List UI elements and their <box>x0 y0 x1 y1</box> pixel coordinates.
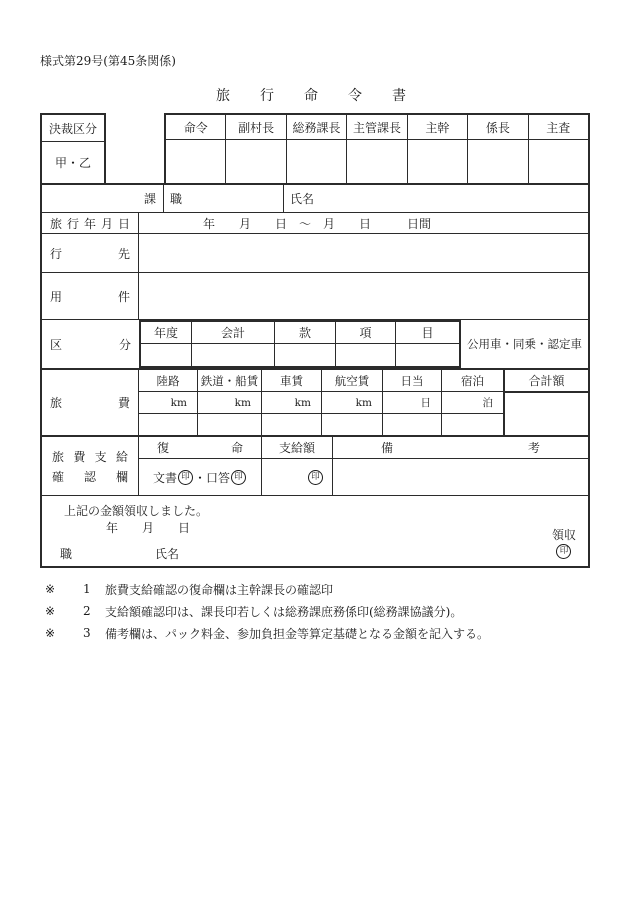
asterisk-mark: ※ <box>45 626 56 640</box>
budget-field[interactable] <box>336 344 395 366</box>
receipt-date-field[interactable]: 年 月 日 <box>106 521 191 535</box>
budget-col-nendo: 年度 <box>141 322 192 366</box>
asterisk-mark: ※ <box>45 582 56 596</box>
category-area <box>139 320 588 368</box>
expense-total-col <box>503 370 588 435</box>
page-title: 旅 行 命 令 書 <box>216 88 414 104</box>
stamp-cell[interactable] <box>347 140 407 183</box>
expense-amount-field[interactable] <box>322 414 382 435</box>
receipt-stamp-label: 領収 <box>551 528 576 542</box>
budget-table <box>139 320 461 368</box>
expense-amount-field[interactable] <box>262 414 321 435</box>
expense-col-tetsudo: 鉄道・船賃 km <box>198 370 262 435</box>
footnote-3: ※ 3 備考欄は、パック料金、参加負担金等算定基礎となる金額を記入する。 <box>45 626 490 641</box>
receipt-name-field[interactable]: 氏名 <box>155 547 180 561</box>
seal-icon: 印 <box>178 470 193 485</box>
total-label: 合計額 <box>505 370 588 393</box>
destination-label: 行 先 <box>42 234 139 272</box>
footnote-2: ※ 2 支給額確認印は、課長印若しくは総務課庶務係印(総務課協議分)。 <box>45 604 463 619</box>
identity-row <box>42 185 588 212</box>
stamp-cell[interactable] <box>468 140 528 183</box>
stamp-header-shusa: 主査 <box>546 120 571 135</box>
budget-col-moku: 目 <box>396 322 459 366</box>
position-label: 職 <box>170 192 183 206</box>
expense-unit-field[interactable]: 泊 <box>442 392 503 414</box>
expense-col-nitto: 日当 日 <box>383 370 442 435</box>
expense-col-rikuro: 陸路 km <box>139 370 198 435</box>
report-header: 復 命 <box>139 437 261 459</box>
stamp-header-shukankacho: 主管課長 <box>347 115 407 139</box>
expense-unit-field[interactable]: km <box>198 392 261 414</box>
section-label: 課 <box>143 192 156 206</box>
stamp-cell[interactable] <box>226 140 286 183</box>
confirmation-label: 旅 費 支 給 確 認 欄 <box>42 437 139 495</box>
destination-row <box>42 233 588 272</box>
remarks-header: 備 考 <box>333 437 588 459</box>
receipt-statement: 上記の金額領収しました。 <box>64 504 209 518</box>
category-row <box>42 319 588 368</box>
expenses-row <box>42 368 588 435</box>
expense-unit-field[interactable]: 日 <box>383 392 441 414</box>
expense-unit-field[interactable]: km <box>322 392 382 414</box>
form-body <box>40 183 590 568</box>
stamp-header-row <box>166 115 588 140</box>
destination-field[interactable] <box>139 234 588 272</box>
expense-amount-field[interactable] <box>198 414 261 435</box>
stamp-cell[interactable] <box>166 140 226 183</box>
seal-icon: 印 <box>556 544 571 559</box>
form-number: 様式第29号(第45条関係) <box>40 54 176 68</box>
footnote-1: ※ 1 旅費支給確認の復命欄は主幹課長の確認印 <box>45 582 334 597</box>
amount-col <box>262 437 333 495</box>
expense-col-shukuhaku: 宿泊 泊 <box>442 370 503 435</box>
seal-icon: 印 <box>231 470 246 485</box>
stamp-cell[interactable] <box>287 140 347 183</box>
expense-amount-field[interactable] <box>139 414 197 435</box>
report-method-field[interactable]: 文書 印 ・口答 印 <box>139 459 261 495</box>
decision-value[interactable]: 甲・乙 <box>54 155 91 170</box>
expense-amount-field[interactable] <box>383 414 441 435</box>
budget-field[interactable] <box>396 344 459 366</box>
stamp-header-kakaricho: 係長 <box>468 115 528 139</box>
decision-label: 決裁区分 <box>42 115 104 142</box>
budget-col-kaikei: 会計 <box>192 322 275 366</box>
section-field[interactable] <box>42 185 164 212</box>
receipt-section <box>42 495 588 566</box>
name-field[interactable] <box>284 185 588 212</box>
seal-icon: 印 <box>308 470 323 485</box>
amount-stamp-field[interactable] <box>262 459 332 495</box>
budget-col-kan: 款 <box>275 322 336 366</box>
stamp-cell[interactable] <box>408 140 468 183</box>
travel-order-table <box>40 113 590 568</box>
stamp-cell[interactable] <box>529 140 588 183</box>
stamp-table <box>164 113 590 183</box>
budget-col-ko: 項 <box>336 322 396 366</box>
expense-amount-field[interactable] <box>442 414 503 435</box>
travel-date-label: 旅 行 年 月 日 <box>42 213 139 233</box>
budget-field[interactable] <box>275 344 335 366</box>
travel-date-row <box>42 212 588 233</box>
expense-unit-field[interactable]: km <box>139 392 197 414</box>
footnotes <box>45 578 585 644</box>
name-label: 氏名 <box>290 192 315 206</box>
stamp-header-shukan: 主幹 <box>408 115 468 139</box>
travel-date-field[interactable]: 年 月 日 ～ 月 日 日間 <box>203 216 432 231</box>
decision-box <box>40 113 106 183</box>
expense-col-shachin: 車賃 km <box>262 370 322 435</box>
expenses-label: 旅 費 <box>42 370 139 435</box>
stamp-header-meirei: 命令 <box>166 115 226 139</box>
amount-header: 支給額 <box>262 437 332 459</box>
remarks-field[interactable] <box>333 459 588 495</box>
budget-field[interactable] <box>192 344 274 366</box>
purpose-field[interactable] <box>139 273 588 319</box>
receipt-stamp-block[interactable] <box>552 526 576 559</box>
stamp-cell-row <box>166 140 588 183</box>
position-field[interactable] <box>164 185 284 212</box>
expense-unit-field[interactable]: km <box>262 392 321 414</box>
total-amount-field[interactable] <box>505 393 588 435</box>
stamp-header-fukusoncho: 副村長 <box>226 115 286 139</box>
asterisk-mark: ※ <box>45 604 56 618</box>
remarks-col <box>333 437 588 495</box>
purpose-row <box>42 272 588 319</box>
expense-col-kokuchin: 航空賃 km <box>322 370 383 435</box>
stamp-header-somukacho: 総務課長 <box>287 115 347 139</box>
payment-confirmation-row <box>42 435 588 495</box>
receipt-position-field[interactable]: 職 <box>60 547 73 561</box>
category-label: 区 分 <box>50 337 131 352</box>
vehicle-options[interactable]: 公用車・同乗・認定車 <box>467 337 582 351</box>
report-col <box>139 437 262 495</box>
purpose-label: 用 件 <box>42 273 139 319</box>
budget-field[interactable] <box>141 344 191 366</box>
